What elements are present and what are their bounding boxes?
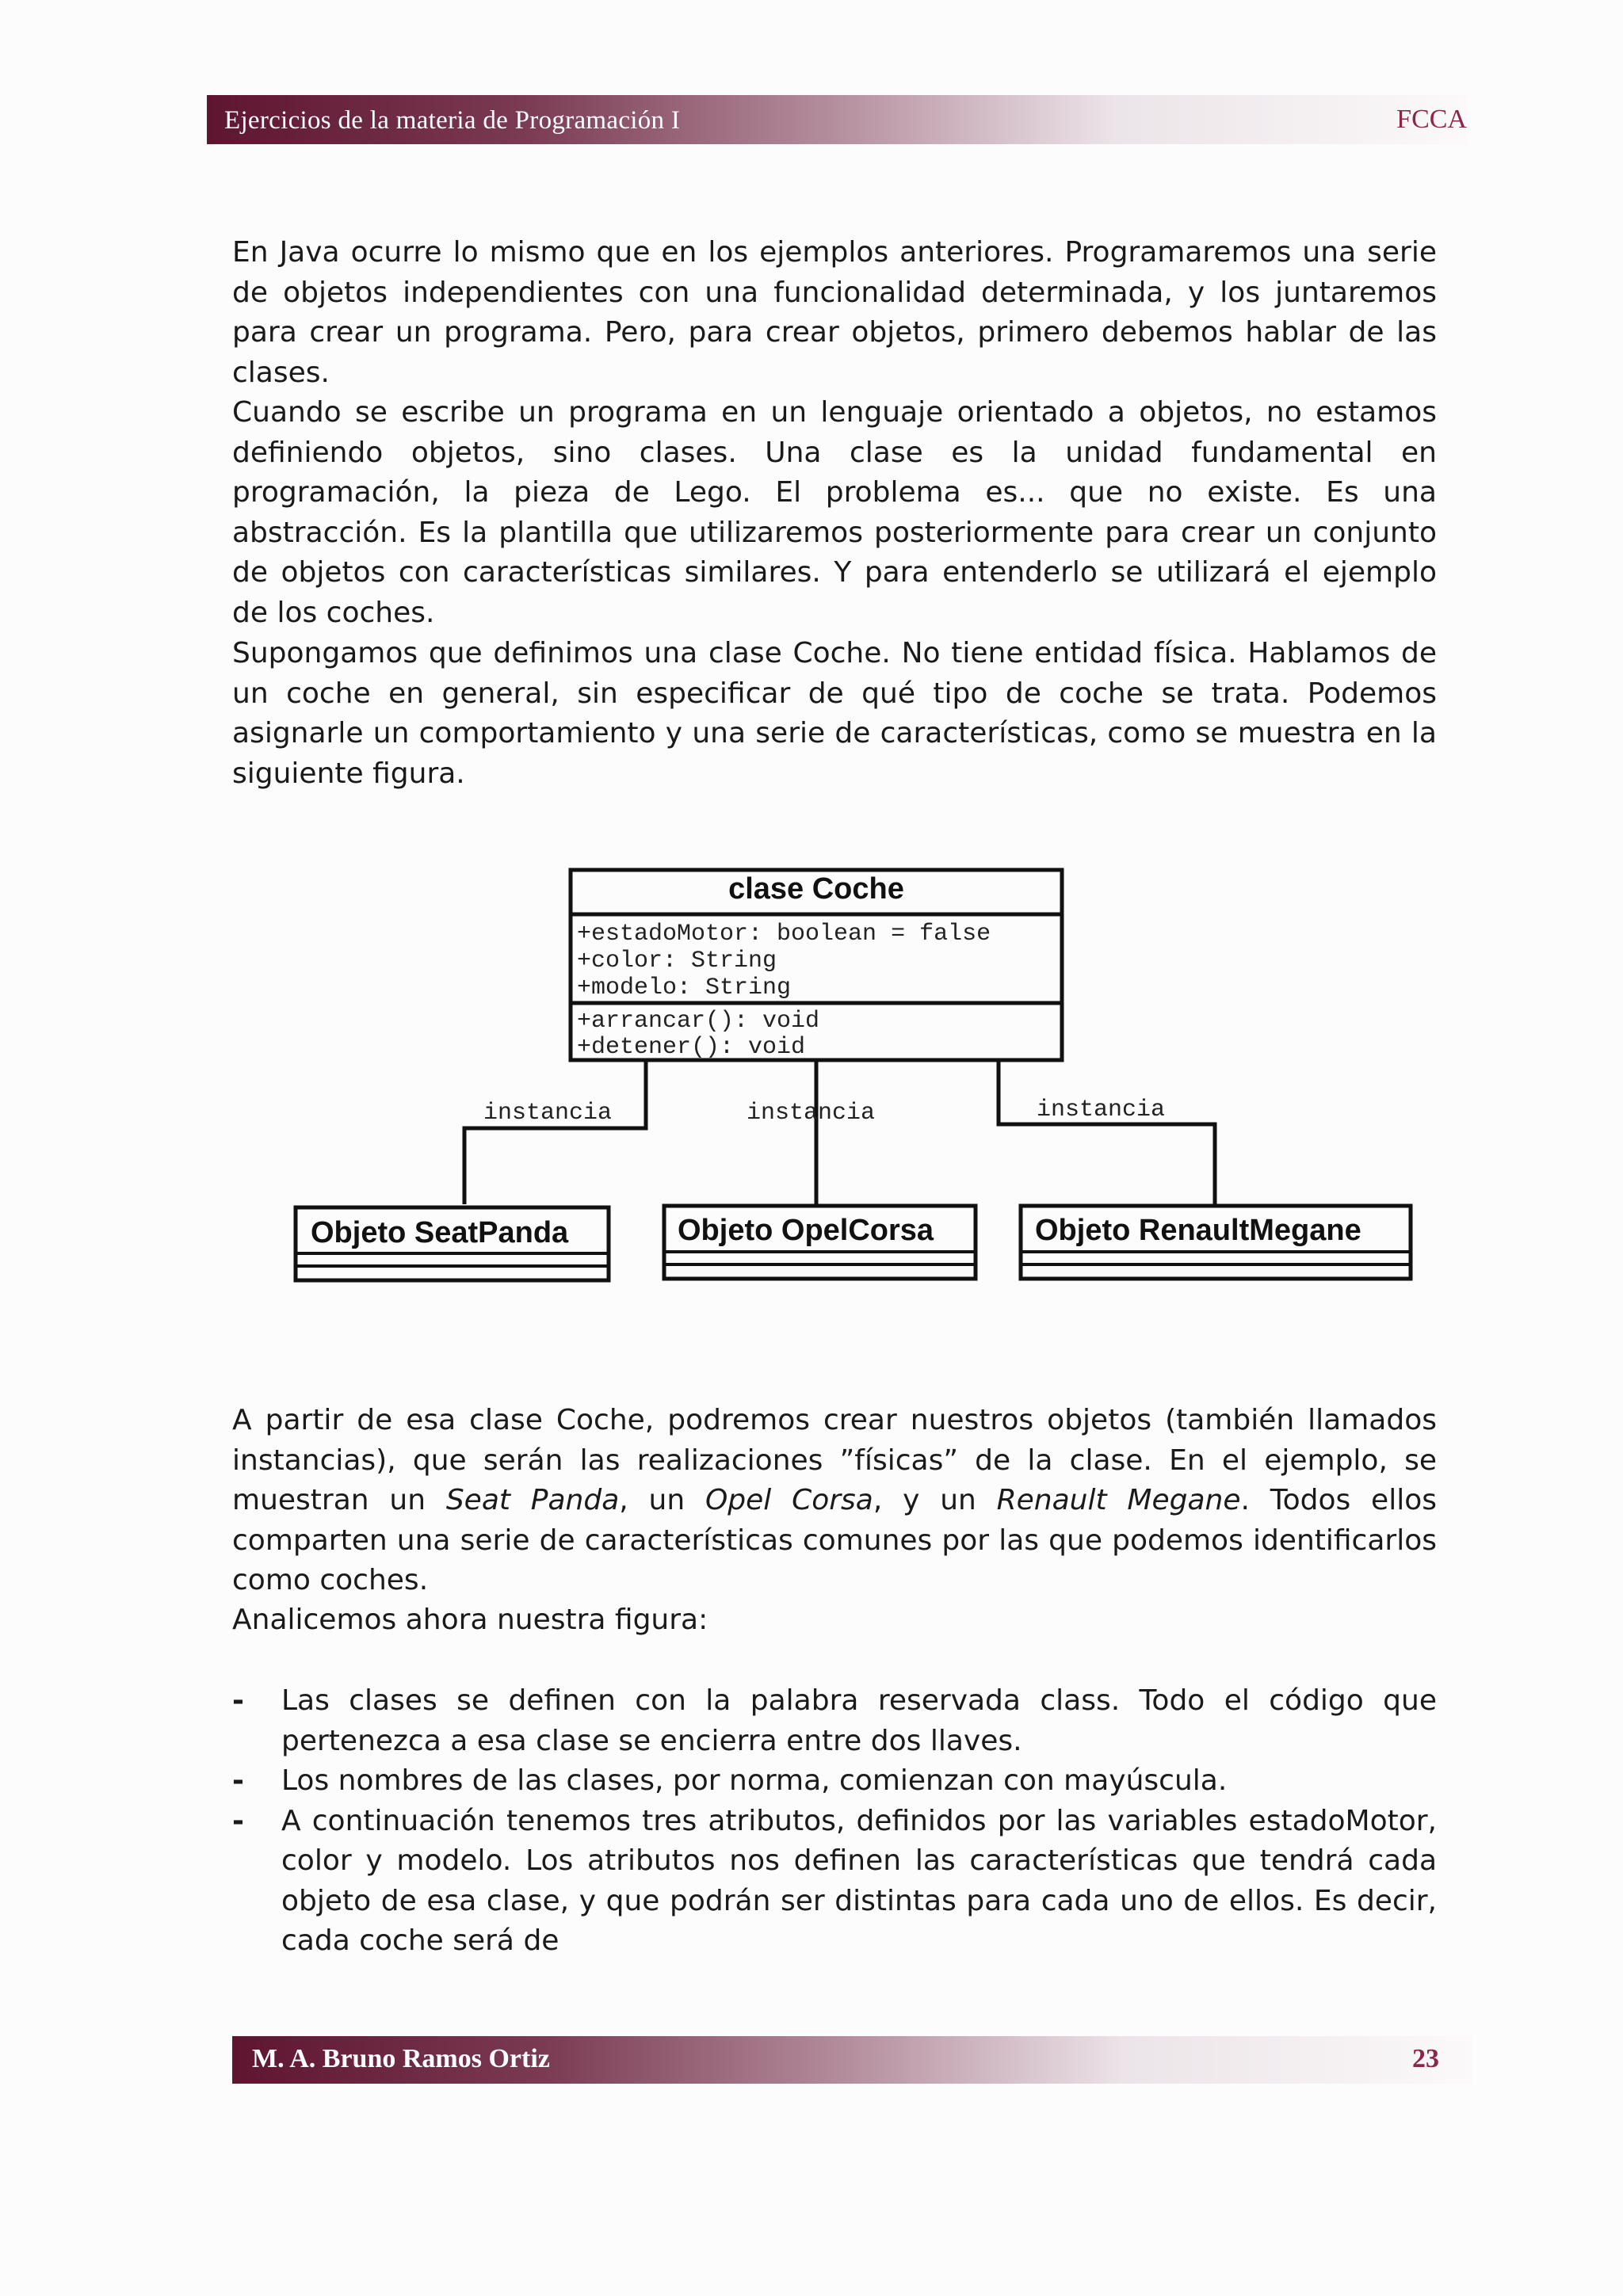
class-attribute: +modelo: String [577, 974, 792, 1001]
link-renaultmegane [999, 1060, 1215, 1204]
list-item [232, 1802, 1437, 1962]
paragraph-1-text: En Java ocurre lo mismo que en los ejemplos anteriores. Programaremos una serie de objetos independientes con una funcionalidad determinada, y los juntaremos para crear un programa. Pero, para crear objetos, primero debemos hablar de las clases. [232, 236, 1437, 389]
header-title: Ejercicios de la materia de Programación I [224, 106, 681, 135]
link-label-renaultmegane: instancia [1037, 1097, 1166, 1123]
italic-seat-panda: Seat Panda [445, 1484, 620, 1516]
list-item-text: Las clases se definen con la palabra reservada class. Todo el código que pertenezca a esa clase se encierra entre dos llaves. [281, 1684, 1437, 1757]
paragraph-3-text: Supongamos que definimos una clase Coche. No tiene entidad física. Hablamos de un coche en general, sin especificar de qué tipo de coche se trata. Podemos asignarle un comportamiento y una serie de características, como se muestra en la siguiente figura. [232, 637, 1437, 790]
object-seatpanda-label: Objeto SeatPanda [311, 1216, 569, 1249]
italic-opel-corsa: Opel Corsa [705, 1484, 873, 1516]
list-item-text: A continuación tenemos tres atributos, definidos por las variables estadoMotor, color y modelo. Los atributos nos definen las características que tendrá cada objeto de esa clase, y que podrán ser distintas para cada uno de ellos. Es decir, cada coche será de [281, 1804, 1437, 1957]
link-label-seatpanda: instancia [483, 1100, 613, 1127]
paragraph-2 [232, 393, 1437, 633]
bullet-dash: - [232, 1684, 244, 1717]
class-title: clase Coche [728, 872, 904, 906]
paragraph-1 [232, 233, 1437, 393]
page-header [207, 95, 1467, 144]
bullet-dash: - [232, 1804, 244, 1837]
object-opelcorsa-label: Objeto OpelCorsa [678, 1214, 934, 1247]
header-institution: FCCA [1396, 105, 1467, 134]
bullet-dash: - [232, 1764, 244, 1797]
class-method: +arrancar(): void [577, 1008, 820, 1035]
object-renaultmegane-label: Objeto RenaultMegane [1035, 1214, 1361, 1247]
paragraph-5-text: Analicemos ahora nuestra figura: [232, 1604, 708, 1636]
page-number: 23 [1412, 2044, 1439, 2073]
list-item-text: Los nombres de las clases, por norma, comienzan con mayúscula. [281, 1764, 1228, 1797]
link-seatpanda [464, 1060, 646, 1204]
bullet-list [232, 1681, 1437, 1962]
paragraph-4 [232, 1401, 1437, 1601]
class-attribute: +color: String [577, 948, 777, 974]
paragraph-2-text: Cuando se escribe un programa en un lenguaje orientado a objetos, no estamos definiendo objetos, sino clases. Una clase es la unidad fundamental en programación, la pieza de Lego. El problema es... que no existe. Es una abstracción. Es la plantilla que utilizaremos posteriormente para crear un conjunto de objetos con características similares. Y para entenderlo se utilizará el ejemplo de los coches. [232, 396, 1437, 629]
list-item [232, 1761, 1437, 1802]
paragraph-4-text: A partir de esa clase Coche, podremos crear nuestros objetos (también llamados instancias), que serán las realizaciones ”físicas” de la clase. En el ejemplo, se muestran un Seat Panda, un Opel Corsa, y un Renault Megane. Todos ellos comparten una serie de características comunes por las que podemos identificarlos como coches. [232, 1404, 1437, 1596]
list-item [232, 1681, 1437, 1761]
italic-renault-megane: Renault Megane [996, 1484, 1241, 1516]
class-method: +detener(): void [577, 1034, 806, 1061]
class-attribute: +estadoMotor: boolean = false [577, 921, 991, 948]
footer-author: M. A. Bruno Ramos Ortiz [252, 2044, 550, 2073]
paragraph-5 [232, 1600, 1437, 1641]
paragraph-3 [232, 634, 1437, 794]
uml-class-diagram [285, 860, 1419, 1304]
link-label-opelcorsa: instancia [747, 1100, 876, 1127]
page-footer [232, 2036, 1472, 2084]
